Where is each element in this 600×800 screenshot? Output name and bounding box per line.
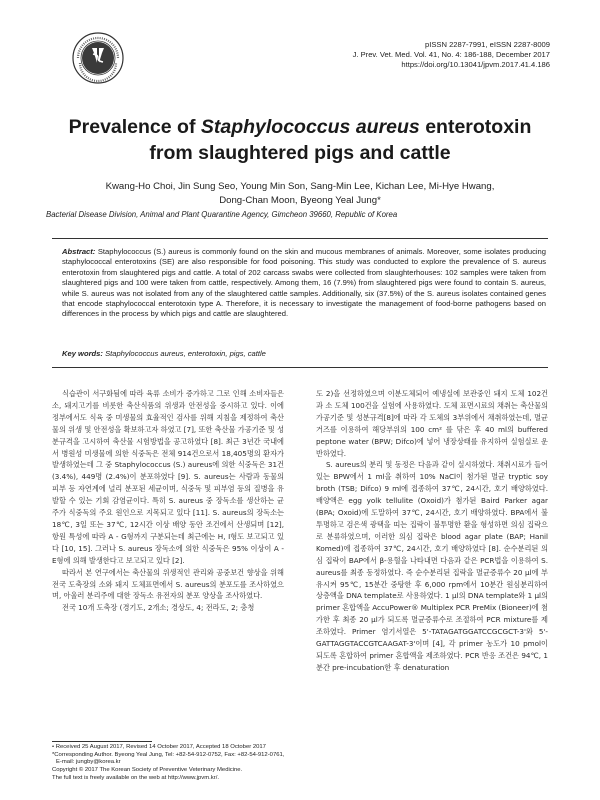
- society-seal-icon: [72, 32, 124, 84]
- article-title: [60, 114, 540, 166]
- body-column-left: [52, 388, 284, 614]
- title-suffix: enterotoxin from slaughtered pigs and cattle: [149, 116, 532, 164]
- abstract-text: Staphylococcus (S.) aureus is commonly found on the skin and mucous membranes of animals. Moreover, some isolates producing staphylococcal enterotoxins (SE) are also responsible for food poisoning. This study was conducted to explore the prevalence of S. aureus enterotoxin from slaughtered pigs and cattle. A total of 202 carcass swabs were collected from slaughterhouses: 102 samples were taken from slaughtered pigs and 100 were taken from cattle, respectively. Among them, 16 (7.9%) from slaughtered pigs were found to contain S. aureus, while S. aureus was not isolated from any of the slaughtered cattle samples. Additionally, six (37.5%) of the S. aureus isolates contained genes that encode staphylococcal enterotoxin type A. Therefore, it is necessary to investigate the management of food-borne pathogens based on differences in the process by which pigs and cattle are slaughtered.: [62, 247, 546, 319]
- copyright-note: Copyright © 2017 The Korean Society of Preventive Veterinary Medicine.: [52, 767, 243, 774]
- abstract: [62, 247, 546, 320]
- body-paragraph: S. aureus의 분리 및 동정은 다음과 같이 실시하였다. 채취시료가 들어있는 BPW에서 1 ml을 취하여 10% NaCl이 첨가된 멸균 tryptic soy broth (TSB; Difco) 9 ml에 접종하여 37℃, 24시간, 호기 배양하였다. 배양액은 egg yolk tellulite (Oxoid)가 첨가된 Baird Parker agar (BPA; Oxoid)에 도말하여 37℃, 24시간, 호기 배양하였다. BPA에서 불투명하고 검은색 광택을 띠는 집락이 불투명한 환을 형성하면 의심 집락으로 분류하였으며, 이러한 의심 집락은 blood agar plate (BAP; Hanil Komed)에 접종하여 37℃, 24시간, 호기 배양하였다 [8]. 순수분리된 의심 집락이 BAP에서 β-용혈을 나타내면 다음과 같은 PCR법을 이용하여 S. aureus를 최종 동정하였다. 즉 순수분리된 집락을 멸균증류수 20 μl에 부유시켜 95℃, 15분간 중탕한 후 6,000 rpm에서 10분간 원심분리하여 상층액을 DNA template로 사용하였다. 1 μl의 DNA template와 1 μl의 primer 혼합액을 AccuPower® Multiplex PCR PreMix (Bioneer)에 첨가한 후 최종 20 μl가 되도록 멸균증류수로 조절하여 PCR mixture를 제조하였다. Primer 염기서열은 5'-TATAGATGGATCCGCGCT-3'와 5'-GATTAGGTACCGTCAAGAT-3'이며 [4], 각 primer 농도가 10 pmol이 되도록 혼합하여 primer 혼합액을 제조하였다. PCR 반응 조건은 94℃, 1분간 pre-incubation한 후 denaturation: [316, 460, 548, 672]
- body-column-right: [316, 388, 548, 674]
- authors-line-1: Kwang-Ho Choi, Jin Sung Seo, Young Min Son, Sang-Min Lee, Kichan Lee, Mi-Hye Hwang,: [105, 181, 495, 192]
- authors-line-2: Dong-Chan Moon, Byeong Yeal Jung*: [219, 195, 381, 206]
- issn-line: pISSN 2287-7991, eISSN 2287-8009: [425, 40, 550, 49]
- fulltext-note: The full text is freely available on the web at http://www.jpvm.kr/.: [52, 774, 219, 781]
- footnotes: [52, 744, 292, 783]
- body-paragraph: 도 2)을 선정하였으며 이분도체되어 예냉실에 보관중인 돼지 도체 102건과 소 도체 100건을 실험에 사용하였다. 도체 표면시료의 채취는 축산물의 가공기준 및 성분규격[8]에 따라 각 도체의 3부위에서 채취하였는데, 멸균 거즈를 이용하여 해당부위의 100 cm² 를 닦은 후 40 ml의 buffered peptone water (BPW; Difco)에 넣어 냉장상태를 유지하여 실험실로 운반하였다.: [316, 389, 548, 458]
- author-list: [60, 180, 540, 208]
- citation-line: J. Prev. Vet. Med. Vol. 41, No. 4: 186-188, December 2017: [352, 50, 550, 60]
- title-species: Staphylococcus aureus: [200, 116, 420, 138]
- body-paragraph: 따라서 본 연구에서는 축산물의 위생적인 관리와 공중보건 향상을 위해 전국 도축장의 소와 돼지 도체표면에서 S. aureus의 분포도를 조사하였으며, 아울러 분리주에 대한 장독소 유전자의 분포 양상을 조사하였다.: [52, 567, 284, 601]
- received-note: • Received 25 August 2017, Revised 14 October 2017, Accepted 18 October 2017: [52, 744, 266, 750]
- corresponding-email: E-mail: jungby@korea.kr: [56, 759, 121, 766]
- footnote-rule: [52, 741, 152, 742]
- keywords: [62, 349, 546, 359]
- keywords-label: Key words:: [62, 349, 103, 358]
- doi-line: https://doi.org/10.13041/jpvm.2017.41.4.186: [401, 60, 550, 70]
- body-paragraph: 식습관이 서구화됨에 따라 육류 소비가 증가하고 그로 인해 소비자들은 소, 돼지고기를 비롯한 축산식품의 위생과 안전성을 중시하고 있다. 이에 정부에서도 식육 중 미생물의 효율적인 검사를 위해 지침을 제정하여 축산물의 위생 및 안전성을 확보하고자 하였고 [7], 또한 축산물 가공기준 및 성분규격을 고시하여 축산물 시험방법을 공고하였다 [8]. 최근 3년간 국내에서 병원성 미생물에 의한 식중독은 전체 914건으로서 18,405명의 환자가 발생하였는데 그 중 Staphylococcus (S.) aureus에 의한 식중독은 31건 (3.4%), 449명 (2.4%)이 분포하였다 [9]. S. aureus는 사람과 동물의 피부 등 자연계에 널리 분포된 세균이며, 식중독 및 피부염 등의 질병을 유발할 수 있는 기회 감염균이다. 특히 S. aureus 중 장독소를 생산하는 균주가 식중독의 주요 원인으로 지목되고 있다 [11]. S. aureus의 장독소는 18℃, 3일 또는 37℃, 12시간 이상 배양 동안 조건에서 산생되며 [12], 항원 특성에 따라 A - G형까지 구분되는데 최근에는 H, I형도 보고되고 있다 [10, 15]. 그러나 S. aureus 장독소에 의한 식중독은 95% 이상이 A - E형에 의해 발생한다고 보고되고 있다 [2].: [52, 389, 285, 565]
- corresponding-author-note: *Corresponding Author. Byeong Yeal Jung, Tel: +82-54-912-0752, Fax: +82-54-912-0761,: [52, 751, 285, 758]
- journal-info: [353, 40, 550, 71]
- title-prefix: Prevalence of: [68, 116, 201, 138]
- abstract-label: Abstract:: [62, 247, 96, 256]
- keywords-text: Staphylococcus aureus, enterotoxin, pigs, cattle: [105, 349, 266, 358]
- body-paragraph: 전국 10개 도축장 (경기도, 2개소; 경상도, 4; 전라도, 2; 충청: [62, 603, 255, 613]
- affiliation: Bacterial Disease Division, Animal and Plant Quarantine Agency, Gimcheon 39660, Republic of Korea: [46, 210, 398, 219]
